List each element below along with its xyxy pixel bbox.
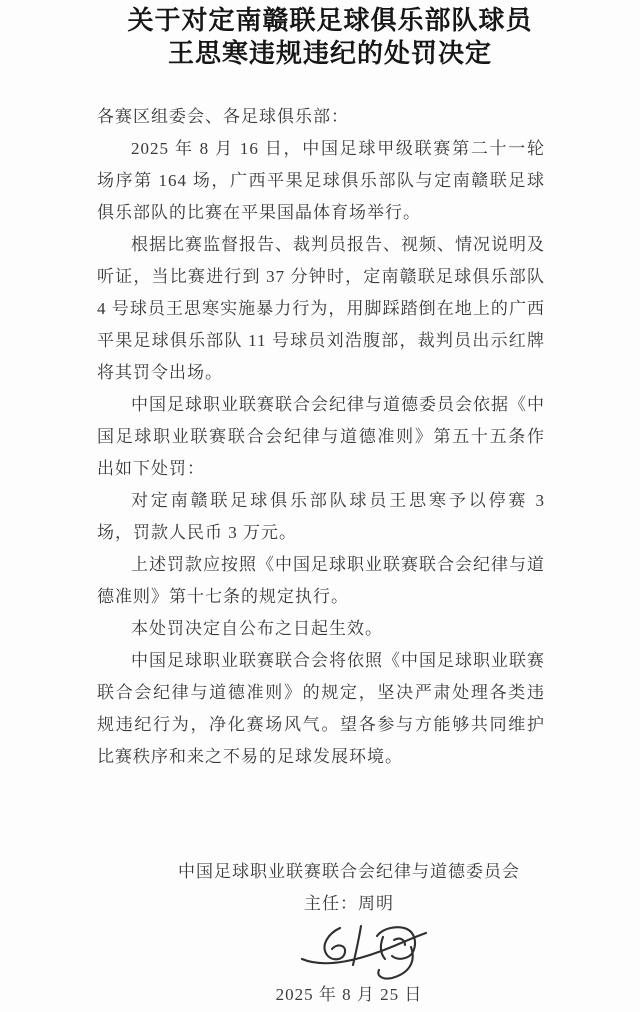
title-line-2: 王思寒违规违纪的处罚决定 (167, 39, 492, 68)
signature-block (97, 856, 545, 1006)
paragraph: 2025 年 8 月 16 日，中国足球甲级联赛第二十一轮场序第 164 场，广西平果足球俱乐部队与定南赣联足球俱乐部队的比赛在平果国晶体育场举行。 (97, 139, 545, 222)
handwritten-signature (153, 922, 545, 982)
paragraph: 对定南赣联足球俱乐部队球员王思寒予以停赛 3 场，罚款人民币 3 万元。 (97, 491, 545, 542)
salutation: 各赛区组委会、各足球俱乐部： (97, 107, 349, 126)
paragraph: 根据比赛监督报告、裁判员报告、视频、情况说明及听证，当比赛进行到 37 分钟时，定南赣联足球俱乐部队 4 号球员王思寒实施暴力行为，用脚踩踏倒在地上的广西平果足球俱乐部队 11 号球员刘浩腹部，裁判员出示红牌将其罚令出场。 (97, 235, 545, 382)
signature-scribble-icon (298, 922, 430, 982)
title-line-1: 关于对定南赣联足球俱乐部队球员 (127, 6, 533, 35)
organization-name: 中国足球职业联赛联合会纪律与道德委员会 (178, 862, 520, 881)
paragraph: 上述罚款应按照《中国足球职业联赛联合会纪律与道德准则》第十七条的规定执行。 (97, 555, 545, 606)
paragraph: 中国足球职业联赛联合会将依照《中国足球职业联赛联合会纪律与道德准则》的规定，坚决严肃处理各类违规违纪行为，净化赛场风气。望各参与方能够共同维护比赛秩序和来之不易的足球发展环境。 (97, 651, 545, 766)
document-title (115, 4, 545, 70)
paragraph: 中国足球职业联赛联合会纪律与道德委员会依据《中国足球职业联赛联合会纪律与道德准则》第五十五条作出如下处罚： (97, 395, 545, 478)
paragraph: 本处罚决定自公布之日起生效。 (131, 619, 383, 638)
date-line: 2025 年 8 月 25 日 (275, 985, 423, 1004)
signer-line: 主任：周明 (304, 894, 394, 913)
document-body (97, 101, 545, 773)
